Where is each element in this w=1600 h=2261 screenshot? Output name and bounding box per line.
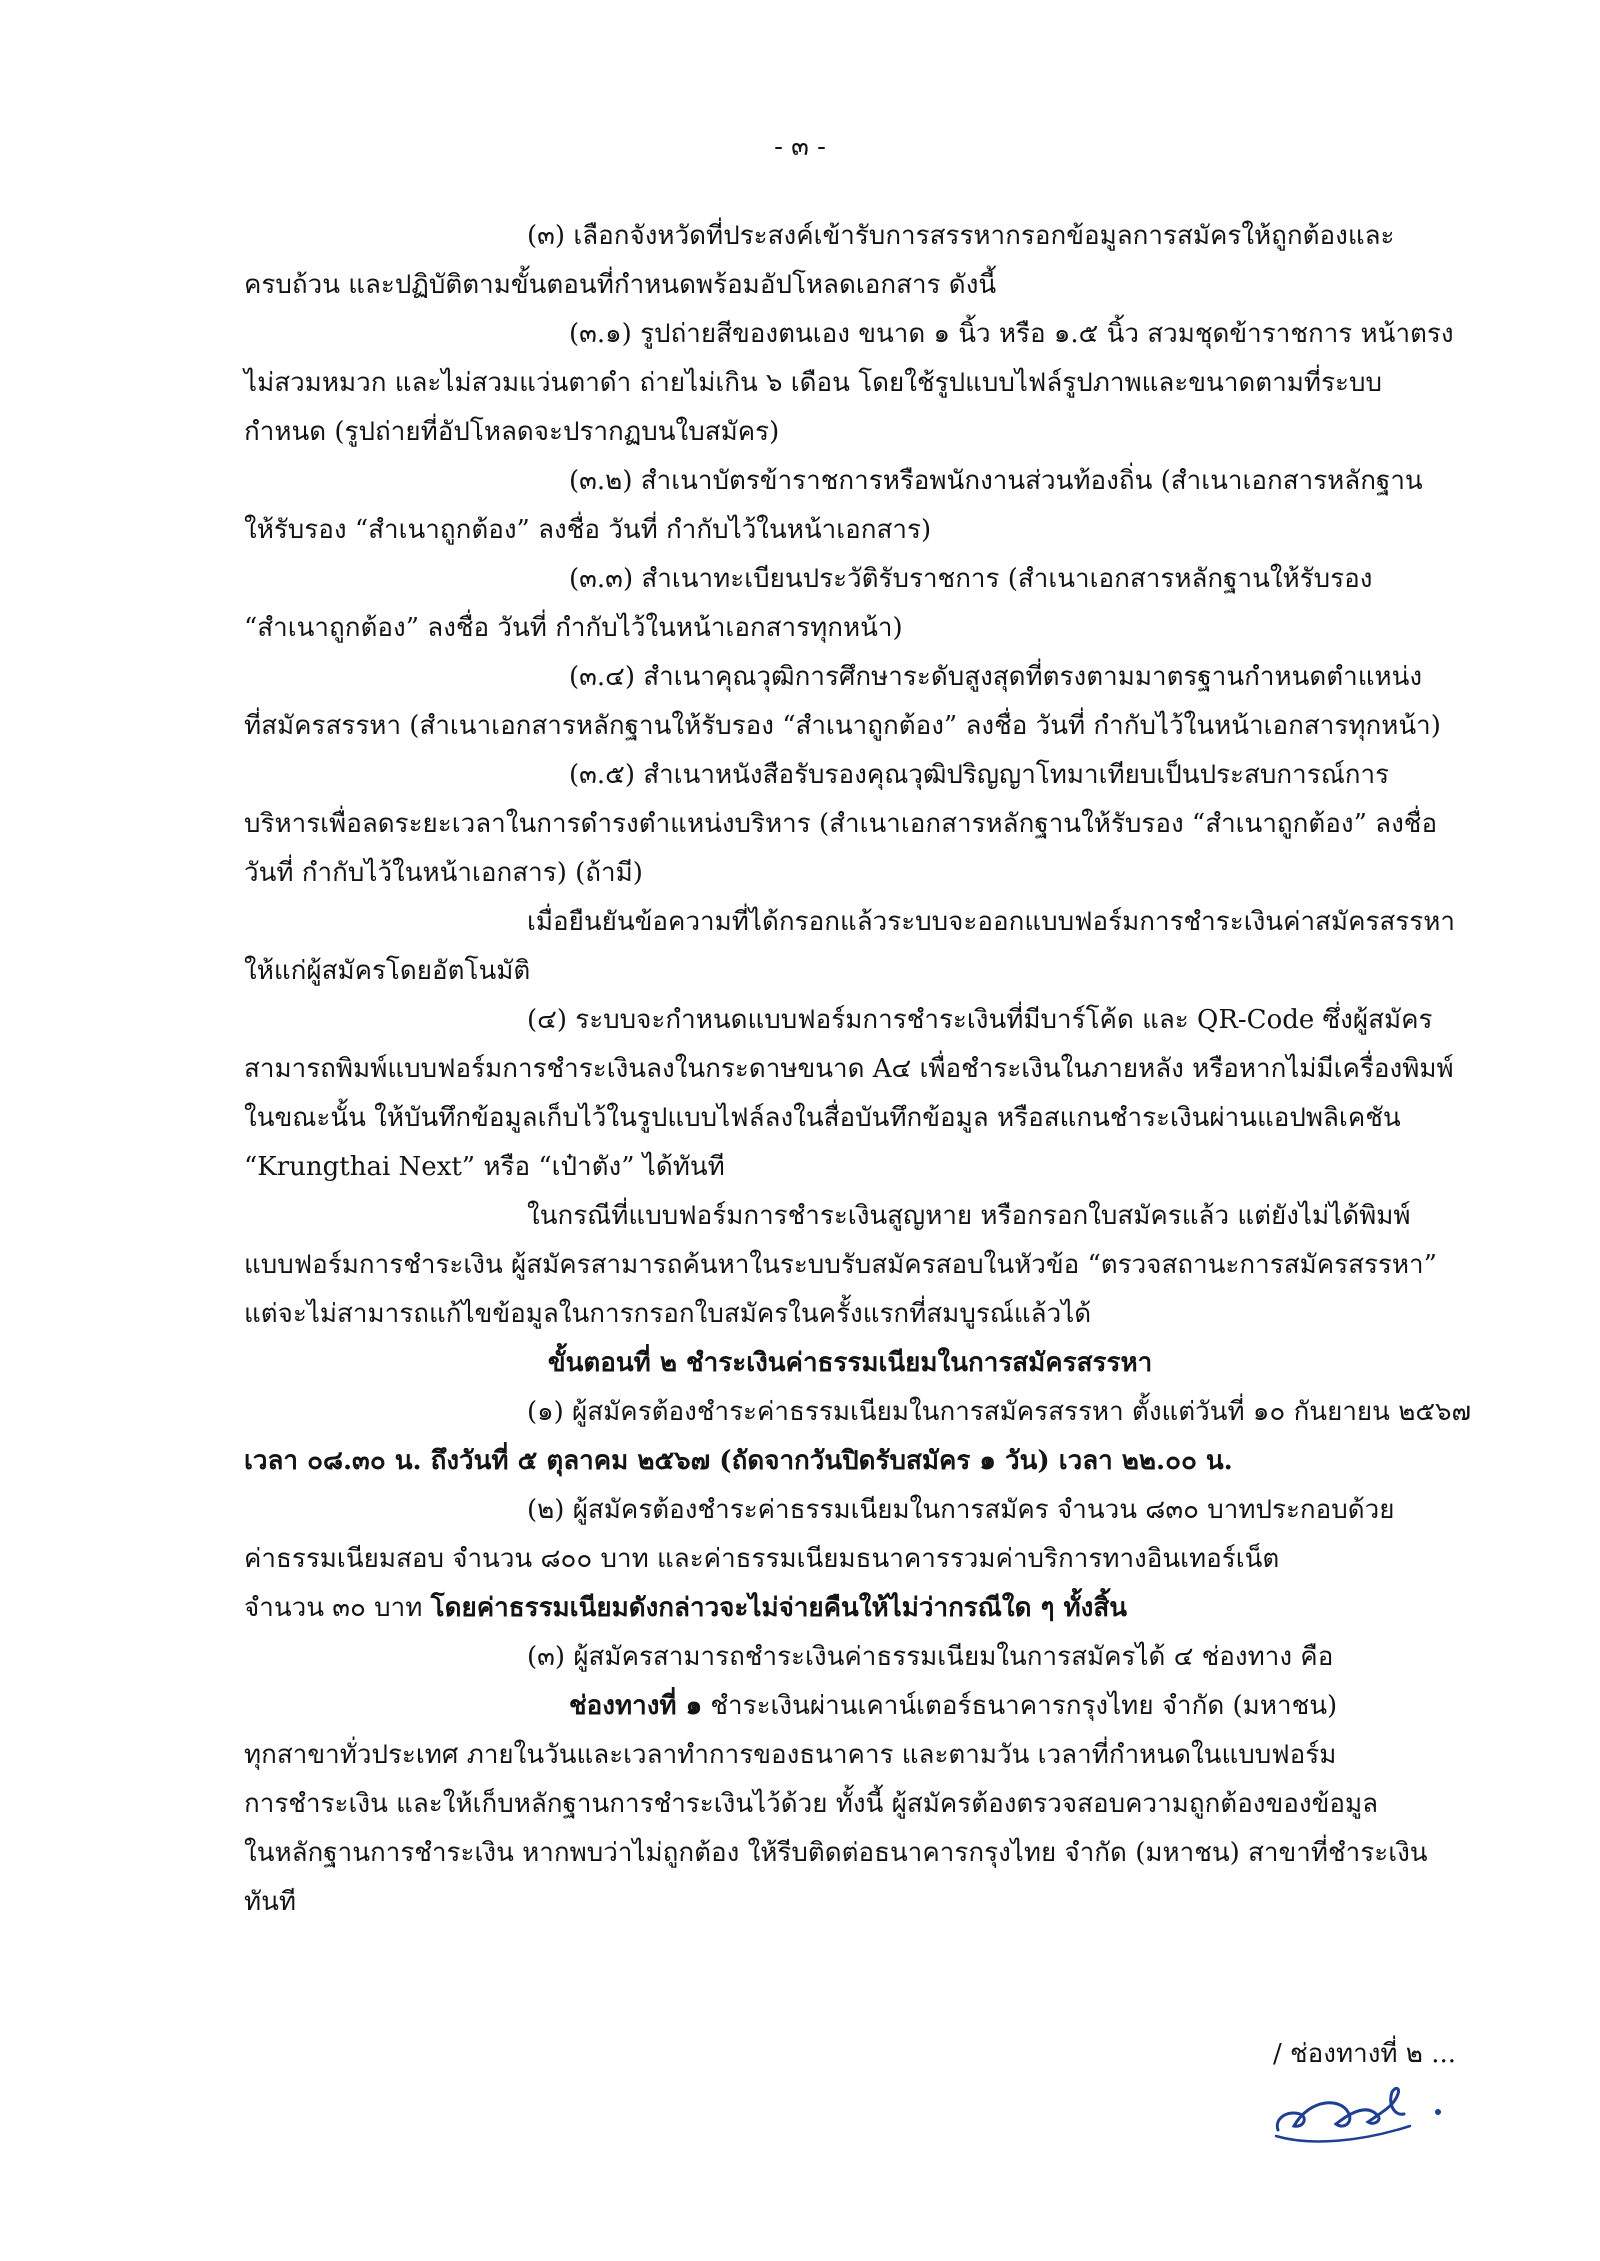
lost-form-paragraph-line-3: แต่จะไม่สามารถแก้ไขข้อมูลในการกรอกใบสมัครในครั้งแรกที่สมบูรณ์แล้วได้ — [244, 1299, 1092, 1329]
item-3-4-line-1: (๓.๔) สำเนาคุณวุฒิการศึกษาระดับสูงสุดที่ตรงตามมาตรฐานกำหนดตำแหน่ง — [569, 662, 1423, 692]
paragraph-4-line-3: ในขณะนั้น ให้บันทึกข้อมูลเก็บไว้ในรูปแบบไฟล์ลงในสื่อบันทึกข้อมูล หรือสแกนชำระเงินผ่านแอปพลิเคชัน — [244, 1103, 1401, 1133]
item-3-3-line-1: (๓.๓) สำเนาทะเบียนประวัติรับราชการ (สำเนาเอกสารหลักฐานให้รับรอง — [569, 564, 1373, 594]
item-3-4-line-2: ที่สมัครสรรหา (สำเนาเอกสารหลักฐานให้รับรอง “สำเนาถูกต้อง” ลงชื่อ วันที่ กำกับไว้ในหน้าเอกสารทุกหน้า) — [244, 711, 1441, 741]
channel-1-line-5: ทันที — [244, 1887, 297, 1917]
confirm-paragraph-line-2: ให้แก่ผู้สมัครโดยอัตโนมัติ — [244, 956, 531, 986]
item-3-1-line-2: ไม่สวมหมวก และไม่สวมแว่นตาดำ ถ่ายไม่เกิน ๖ เดือน โดยใช้รูปแบบไฟล์รูปภาพและขนาดตามที่ระบบ — [244, 368, 1383, 398]
step-2-item-2-line-2: ค่าธรรมเนียมสอบ จำนวน ๘๐๐ บาท และค่าธรรมเนียมธนาคารรวมค่าบริการทางอินเทอร์เน็ต — [244, 1544, 1280, 1574]
step-2-item-2-line-3 — [244, 1584, 1456, 1633]
channel-1-line-4: ในหลักฐานการชำระเงิน หากพบว่าไม่ถูกต้อง ให้รีบติดต่อธนาคารกรุงไทย จำกัด (มหาชน) สาขาที่ชำระเงิน — [244, 1838, 1428, 1868]
paragraph-4-line-1: (๔) ระบบจะกำหนดแบบฟอร์มการชำระเงินที่มีบาร์โค้ด และ QR-Code ซึ่งผู้สมัคร — [527, 1005, 1433, 1035]
paragraph-3-line-1: (๓) เลือกจังหวัดที่ประสงค์เข้ารับการสรรหากรอกข้อมูลการสมัครให้ถูกต้องและ — [527, 221, 1395, 251]
page-number: - ๓ - — [774, 132, 826, 162]
item-3-3-line-2: “สำเนาถูกต้อง” ลงชื่อ วันที่ กำกับไว้ในหน้าเอกสารทุกหน้า) — [244, 613, 903, 643]
lost-form-paragraph-line-1: ในกรณีที่แบบฟอร์มการชำระเงินสูญหาย หรือกรอกใบสมัครแล้ว แต่ยังไม่ได้พิมพ์ — [527, 1201, 1411, 1231]
step-2-heading: ขั้นตอนที่ ๒ ชำระเงินค่าธรรมเนียมในการสมัครสรรหา — [547, 1348, 1153, 1378]
paragraph-3-line-2: ครบถ้วน และปฏิบัติตามขั้นตอนที่กำหนดพร้อมอัปโหลดเอกสาร ดังนี้ — [244, 270, 997, 300]
channel-1-line-3: การชำระเงิน และให้เก็บหลักฐานการชำระเงินไว้ด้วย ทั้งนี้ ผู้สมัครต้องตรวจสอบความถูกต้องของข้อมูล — [244, 1789, 1379, 1819]
step-2-item-3-line-1: (๓) ผู้สมัครสามารถชำระเงินค่าธรรมเนียมในการสมัครได้ ๔ ช่องทาง คือ — [527, 1642, 1334, 1672]
channel-1-line-2: ทุกสาขาทั่วประเทศ ภายในวันและเวลาทำการของธนาคาร และตามวัน เวลาที่กำหนดในแบบฟอร์ม — [244, 1740, 1337, 1770]
item-3-1-line-1: (๓.๑) รูปถ่ายสีของตนเอง ขนาด ๑ นิ้ว หรือ ๑.๕ นิ้ว สวมชุดข้าราชการ หน้าตรง — [569, 319, 1454, 349]
item-3-5-line-3: วันที่ กำกับไว้ในหน้าเอกสาร) (ถ้ามี) — [244, 858, 643, 888]
step-2-item-1-line-2: เวลา ๐๘.๓๐ น. ถึงวันที่ ๕ ตุลาคม ๒๕๖๗ (ถัดจากวันปิดรับสมัคร ๑ วัน) เวลา ๒๒.๐๐ น. — [244, 1446, 1233, 1476]
item-3-5-line-2: บริหารเพื่อลดระยะเวลาในการดำรงตำแหน่งบริหาร (สำเนาเอกสารหลักฐานให้รับรอง “สำเนาถูกต้อง” ลงชื่อ — [244, 809, 1438, 839]
fee-amount-text: จำนวน ๓๐ บาท — [244, 1593, 423, 1623]
non-refundable-note: โดยค่าธรรมเนียมดังกล่าวจะไม่จ่ายคืนให้ไม่ว่ากรณีใด ๆ ทั้งสิ้น — [430, 1593, 1128, 1623]
document-body — [244, 212, 1472, 1927]
item-3-2-line-2: ให้รับรอง “สำเนาถูกต้อง” ลงชื่อ วันที่ กำกับไว้ในหน้าเอกสาร) — [244, 515, 932, 545]
channel-1-description: ชำระเงินผ่านเคาน์เตอร์ธนาคารกรุงไทย จำกัด (มหาชน) — [710, 1691, 1338, 1721]
next-page-footer: / ช่องทางที่ ๒ ... — [1272, 2039, 1456, 2069]
step-2-item-2-line-1: (๒) ผู้สมัครต้องชำระค่าธรรมเนียมในการสมัคร จำนวน ๘๓๐ บาทประกอบด้วย — [527, 1495, 1395, 1525]
item-3-2-line-1: (๓.๒) สำเนาบัตรข้าราชการหรือพนักงานส่วนท้องถิ่น (สำเนาเอกสารหลักฐาน — [569, 466, 1423, 496]
paragraph-4-line-2: สามารถพิมพ์แบบฟอร์มการชำระเงินลงในกระดาษขนาด A๔ เพื่อชำระเงินในภายหลัง หรือหากไม่มีเครื่องพิมพ์ — [244, 1054, 1454, 1084]
lost-form-paragraph-line-2: แบบฟอร์มการชำระเงิน ผู้สมัครสามารถค้นหาในระบบรับสมัครสอบในหัวข้อ “ตรวจสถานะการสมัครสรรหา” — [244, 1250, 1437, 1280]
handwritten-signature — [1270, 2068, 1460, 2158]
channel-1-line-1 — [244, 1682, 1456, 1731]
confirm-paragraph-line-1: เมื่อยืนยันข้อความที่ได้กรอกแล้วระบบจะออกแบบฟอร์มการชำระเงินค่าสมัครสรรหา — [527, 907, 1455, 937]
channel-1-label: ช่องทางที่ ๑ — [569, 1691, 703, 1721]
item-3-5-line-1: (๓.๕) สำเนาหนังสือรับรองคุณวุฒิปริญญาโทมาเทียบเป็นประสบการณ์การ — [569, 760, 1390, 790]
paragraph-4-line-4: “Krungthai Next” หรือ “เป๋าตัง” ได้ทันที — [244, 1152, 725, 1182]
item-3-1-line-3: กำหนด (รูปถ่ายที่อัปโหลดจะปรากฏบนใบสมัคร) — [244, 417, 780, 447]
step-2-item-1-line-1: (๑) ผู้สมัครต้องชำระค่าธรรมเนียมในการสมัครสรรหา ตั้งแต่วันที่ ๑๐ กันยายน ๒๕๖๗ — [527, 1397, 1472, 1427]
